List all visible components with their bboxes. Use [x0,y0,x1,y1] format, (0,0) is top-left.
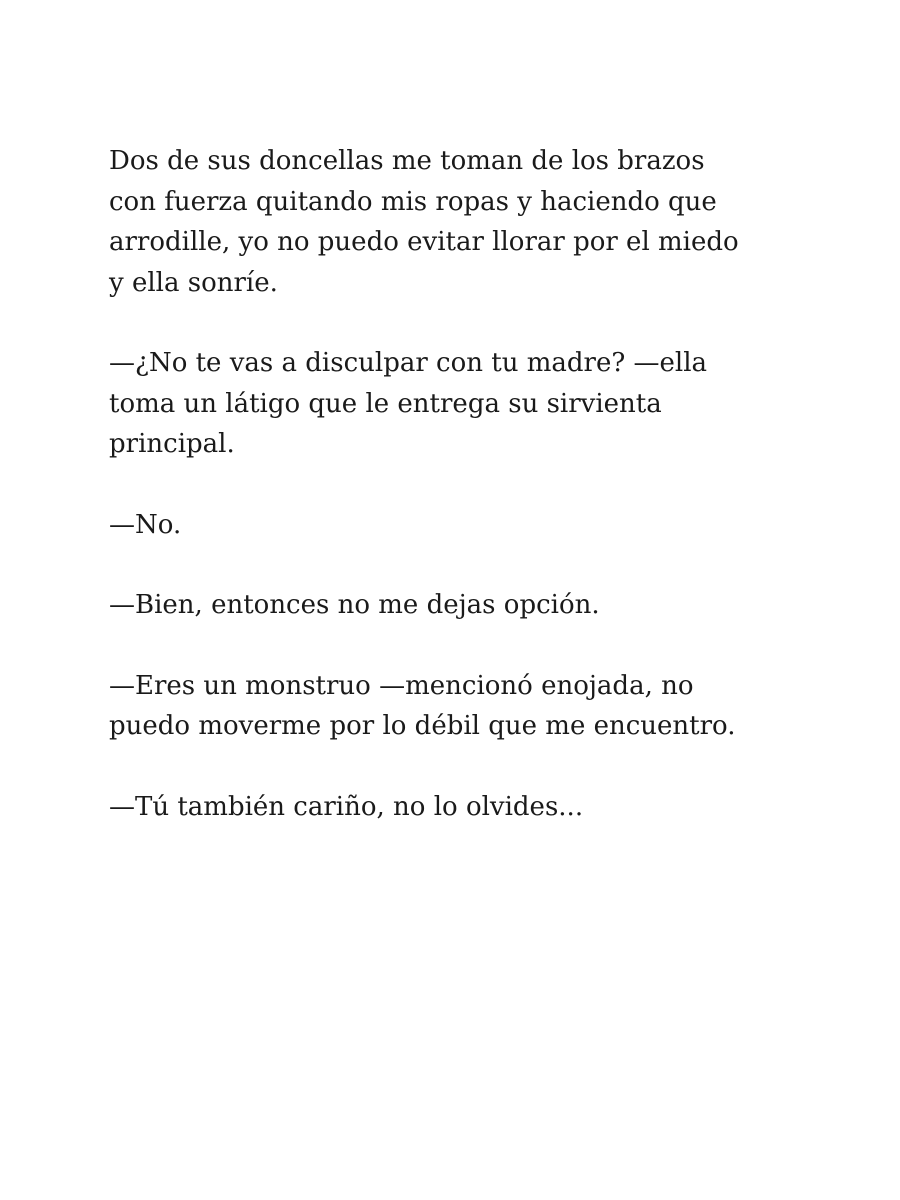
text-line: principal. [109,429,235,459]
paragraph [109,141,809,303]
text-line: —¿No te vas a disculpar con tu madre? —ella [109,348,708,378]
story-text [109,141,809,867]
text-line: toma un látigo que le entrega su sirvienta [109,388,662,419]
text-line: con fuerza quitando mis ropas y haciendo que [109,186,717,217]
paragraph [109,666,809,747]
text-line: arrodille, yo no puedo evitar llorar por el miedo [109,227,739,257]
paragraph [109,343,809,465]
paragraph [109,787,809,828]
text-line: —Bien, entonces no me dejas opción. [109,590,600,620]
paragraph [109,585,809,626]
text-line: y ella sonríe. [109,267,278,298]
text-line: —Tú también cariño, no lo olvides... [109,791,584,822]
paragraph [109,505,809,546]
text-line: puedo moverme por lo débil que me encuentro. [109,711,736,741]
text-line: Dos de sus doncellas me toman de los brazos [109,146,705,176]
text-line: —Eres un monstruo —mencionó enojada, no [109,670,694,701]
text-line: —No. [109,509,182,540]
